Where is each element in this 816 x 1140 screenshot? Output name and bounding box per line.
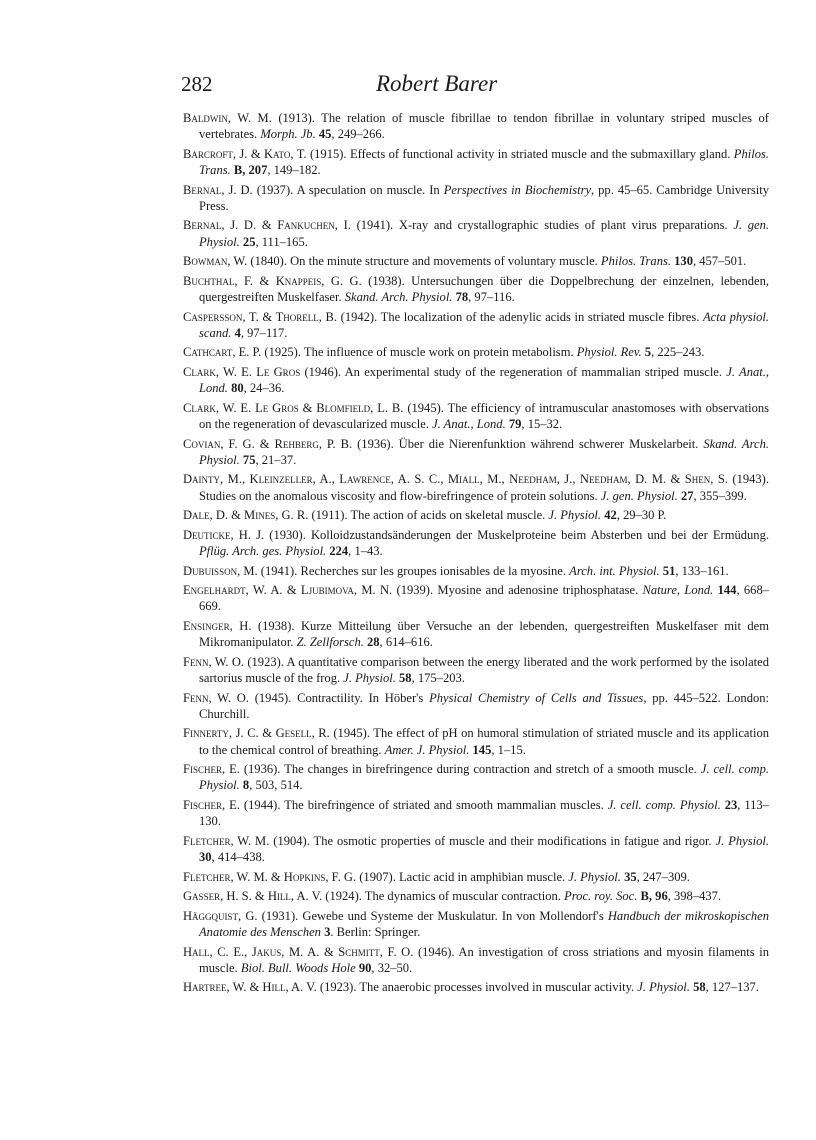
- reference-authors: Fenn, W. O.: [183, 654, 245, 669]
- reference-text: (1911). The action of acids on skeletal muscle.: [308, 508, 549, 523]
- reference-entry: [183, 110, 769, 142]
- reference-authors: Clark, W. E. Le Gros: [183, 364, 301, 379]
- reference-text: (1945). The effect of pH on humoral stimulation of striated muscle and its application to the chemical control of breathing.: [199, 726, 769, 757]
- reference-volume: 75: [242, 452, 256, 467]
- reference-pages: , 355–399.: [693, 488, 747, 503]
- reference-journal: Pflüg. Arch. ges. Physiol.: [199, 543, 327, 558]
- reference-text: (1840). On the minute structure and movements of voluntary muscle.: [247, 254, 601, 269]
- reference-text: (1907). Lactic acid in amphibian muscle.: [356, 869, 569, 884]
- reference-entry: [183, 761, 769, 793]
- reference-authors: Cathcart, E. P.: [183, 345, 262, 360]
- reference-journal: J. cell. comp. Physiol.: [199, 762, 769, 793]
- reference-volume: 27: [680, 488, 694, 503]
- reference-text: (1944). The birefringence of striated and smooth mammalian muscles.: [239, 797, 608, 812]
- reference-journal: J. Physiol.: [715, 833, 769, 848]
- reference-entry: [183, 869, 769, 885]
- reference-entry: [183, 690, 769, 722]
- reference-entry: [183, 563, 769, 579]
- reference-text: (1946). An investigation of cross striations and myosin filaments in muscle.: [199, 944, 769, 975]
- reference-pages: , 113–130.: [199, 797, 769, 829]
- reference-journal: Handbuch der mikroskopischen Anatomie des Menschen: [199, 908, 769, 939]
- reference-entry: [183, 217, 769, 249]
- reference-text: (1936). Über die Nierenfunktion während schwerer Muskelarbeit.: [352, 436, 704, 451]
- reference-volume: 58: [693, 980, 706, 995]
- reference-pages: , 175–203.: [411, 670, 465, 685]
- reference-authors: Bernal, J. D. & Fankuchen, I.: [183, 218, 351, 233]
- reference-volume: 42: [604, 508, 617, 523]
- reference-pages: , 1–15.: [491, 742, 526, 757]
- reference-journal: Morph. Jb.: [260, 127, 316, 142]
- reference-text: (1939). Myosine and adenosine triphosphatase.: [392, 583, 643, 598]
- reference-entry: [183, 979, 769, 995]
- reference-authors: Engelhardt, W. A. & Ljubimova, M. N.: [183, 583, 393, 598]
- reference-entry: [183, 833, 769, 865]
- reference-journal: J. Physiol.: [637, 980, 690, 995]
- reference-volume: 35: [624, 869, 637, 884]
- reference-text: (1941). X-ray and crystallographic studies of plant virus preparations.: [350, 218, 734, 233]
- reference-pages: , 111–165.: [255, 234, 308, 249]
- reference-volume: 130: [674, 254, 693, 269]
- reference-entry: [183, 400, 769, 432]
- reference-pages: . Berlin: Springer.: [330, 924, 421, 939]
- reference-journal: Proc. roy. Soc.: [564, 889, 638, 904]
- reference-text: (1931). Gewebe und Systeme der Muskulatur. In von Mollendorf's: [257, 908, 608, 923]
- reference-entry: [183, 797, 769, 829]
- reference-authors: Fenn, W. O.: [183, 690, 249, 705]
- reference-volume: 8: [242, 778, 250, 793]
- reference-authors: Dainty, M., Kleinzeller, A., Lawrence, A. S. C., Miall, M., Needham, J., Needham, D. M. & Shen, S.: [183, 472, 728, 487]
- reference-entry: [183, 944, 769, 976]
- reference-journal: Physical Chemistry of Cells and Tissues: [429, 690, 644, 705]
- reference-entry: [183, 344, 769, 360]
- reference-authors: Hartree, W. & Hill, A. V.: [183, 980, 317, 995]
- reference-journal: Acta physiol. scand.: [199, 309, 769, 340]
- reference-volume: 51: [662, 563, 676, 578]
- page-number: 282: [181, 72, 213, 96]
- reference-volume: 90: [358, 960, 372, 975]
- reference-volume: 5: [644, 345, 652, 360]
- reference-volume: B, 96: [640, 889, 668, 904]
- reference-journal: J. Physiol.: [548, 508, 602, 523]
- reference-authors: Bernal, J. D.: [183, 182, 253, 197]
- running-head: Robert Barer: [376, 71, 498, 96]
- reference-volume: 28: [367, 635, 380, 650]
- reference-pages: , 614–616.: [379, 635, 433, 650]
- reference-text: (1943). Studies on the anomalous viscosity and flow-birefringence of protein solutions.: [199, 472, 769, 503]
- reference-volume: B, 207: [233, 163, 268, 177]
- reference-authors: Finnerty, J. C. & Gesell, R.: [183, 726, 330, 741]
- reference-authors: Covian, F. G. & Rehberg, P. B.: [183, 436, 353, 451]
- reference-volume: 3: [324, 924, 331, 939]
- reference-authors: Caspersson, T. & Thorell, B.: [183, 309, 338, 324]
- reference-entry: [183, 582, 769, 614]
- reference-authors: Clark, W. E. Le Gros & Blomfield, L. B.: [183, 400, 404, 415]
- reference-text: (1946). An experimental study of the regeneration of mammalian striped muscle.: [300, 364, 727, 379]
- reference-entry: [183, 527, 769, 559]
- reference-volume: 80: [231, 381, 244, 396]
- reference-entry: [183, 654, 769, 686]
- reference-text: (1945). Contractility. In Höber's: [248, 690, 430, 705]
- reference-authors: Fischer, E.: [183, 797, 240, 812]
- reference-authors: Häggquist, G.: [183, 908, 258, 923]
- reference-pages: , 15–32.: [521, 416, 563, 431]
- reference-text: (1923). The anaerobic processes involved in muscular activity.: [316, 980, 638, 995]
- reference-journal: J. gen. Physiol.: [199, 218, 769, 249]
- reference-pages: , 503, 514.: [249, 778, 303, 793]
- reference-volume: 25: [242, 234, 256, 249]
- reference-text: (1913). The relation of muscle fibrillae to tendon fibrillae in voluntary striped muscles of vertebrates.: [199, 111, 769, 142]
- reference-journal: Perspectives in Biochemistry: [443, 182, 592, 197]
- reference-text: (1904). The osmotic properties of muscle and their modifications in fatigue and rigor.: [269, 833, 716, 848]
- reference-pages: , 398–437.: [667, 889, 722, 904]
- reference-entry: [183, 182, 769, 214]
- reference-entry: [183, 273, 769, 305]
- reference-authors: Ensinger, H.: [183, 618, 252, 633]
- reference-volume: 23: [724, 797, 738, 812]
- reference-authors: Buchthal, F. & Knappeis, G. G.: [183, 273, 362, 288]
- reference-journal: J. cell. comp. Physiol.: [607, 797, 721, 812]
- reference-pages: , 24–36.: [243, 381, 285, 396]
- reference-journal: J. Anat., Lond.: [432, 416, 506, 431]
- reference-authors: Fletcher, W. M. & Hopkins, F. G.: [183, 869, 357, 884]
- reference-entry: [183, 471, 769, 503]
- reference-pages: , 149–182.: [267, 163, 321, 177]
- reference-journal: Biol. Bull. Woods Hole: [240, 960, 356, 975]
- reference-entry: [183, 146, 769, 178]
- reference-volume: 224: [329, 543, 349, 558]
- reference-volume: 30: [199, 849, 212, 864]
- reference-text: (1945). The efficiency of intramuscular anastomoses with observations on the regeneration of devascularized muscle.: [199, 400, 769, 431]
- reference-text: (1941). Recherches sur les groupes ionisables de la myosine.: [257, 563, 570, 578]
- reference-pages: , 414–438.: [211, 849, 265, 864]
- reference-journal: J. gen. Physiol.: [600, 488, 678, 503]
- reference-entry: [183, 364, 769, 396]
- reference-text: (1915). Effects of functional activity in striated muscle and the submaxillary gland.: [306, 146, 734, 161]
- reference-journal: Skand. Arch. Physiol.: [199, 436, 769, 467]
- reference-authors: Gasser, H. S. & Hill, A. V.: [183, 889, 323, 904]
- reference-pages: , 1–43.: [348, 543, 383, 558]
- reference-volume: 4: [234, 325, 241, 340]
- reference-journal: Amer. J. Physiol.: [384, 742, 470, 757]
- reference-journal: Philos. Trans.: [199, 146, 769, 177]
- reference-journal: Z. Zellforsch.: [296, 635, 364, 650]
- reference-text: (1938). Untersuchungen über die Doppelbrechung der einzelnen, lebenden, quergestreiften Muskelfaser.: [199, 273, 769, 304]
- reference-volume: 45: [318, 127, 332, 142]
- reference-pages: , 32–50.: [371, 960, 413, 975]
- reference-authors: Baldwin, W. M.: [183, 111, 272, 125]
- reference-volume: 79: [508, 416, 522, 431]
- page-header: [181, 72, 771, 108]
- reference-volume: 58: [399, 670, 412, 685]
- reference-journal: Philos. Trans.: [600, 254, 671, 269]
- reference-pages: , 133–161.: [675, 563, 729, 578]
- reference-entry: [183, 908, 769, 940]
- reference-pages: , 21–37.: [255, 452, 297, 467]
- reference-text: (1936). The changes in birefringence during contraction and stretch of a smooth muscle.: [239, 762, 701, 777]
- reference-authors: Bowman, W.: [183, 254, 248, 269]
- reference-volume: 144: [717, 583, 737, 598]
- reference-authors: Dale, D. & Mines, G. R.: [183, 508, 309, 523]
- reference-text: (1930). Kolloidzustandsänderungen der Muskelproteine beim Absterben und bei der Ermüdung.: [264, 527, 769, 542]
- reference-authors: Deuticke, H. J.: [183, 527, 265, 542]
- reference-authors: Hall, C. E., Jakus, M. A. & Schmitt, F. O.: [183, 944, 414, 959]
- reference-journal: Arch. int. Physiol.: [569, 563, 660, 578]
- reference-volume: 78: [455, 289, 469, 304]
- reference-pages: , 97–116.: [468, 289, 515, 304]
- reference-pages: , 29–30 P.: [616, 508, 667, 523]
- reference-authors: Fischer, E.: [183, 762, 240, 777]
- reference-pages: , pp. 445–522. London: Churchill.: [199, 690, 769, 721]
- reference-entry: [183, 507, 769, 523]
- reference-journal: Physiol. Rev.: [576, 345, 642, 360]
- reference-journal: Nature, Lond.: [642, 583, 714, 598]
- reference-journal: J. Anat., Lond.: [199, 364, 769, 396]
- reference-pages: , pp. 45–65. Cambridge University Press.: [199, 182, 770, 213]
- reference-text: (1938). Kurze Mitteilung über Versuche an der lebenden, quergestreiften Muskelfaser mit dem Mikromanipulator.: [199, 618, 769, 650]
- reference-authors: Fletcher, W. M.: [183, 833, 270, 848]
- reference-entry: [183, 618, 769, 650]
- reference-journal: Skand. Arch. Physiol.: [344, 289, 453, 304]
- reference-volume: 145: [472, 742, 492, 757]
- reference-journal: J. Physiol.: [568, 869, 621, 884]
- reference-pages: , 457–501.: [692, 254, 747, 269]
- reference-text: (1937). A speculation on muscle. In: [252, 182, 444, 197]
- reference-entry: [183, 253, 769, 269]
- reference-entry: [183, 309, 769, 341]
- reference-text: (1925). The influence of muscle work on protein metabolism.: [261, 345, 577, 360]
- reference-text: (1924). The dynamics of muscular contraction.: [322, 889, 565, 904]
- reference-pages: , 127–137.: [705, 980, 759, 995]
- reference-entry: [183, 725, 769, 757]
- reference-entry: [183, 436, 769, 468]
- reference-authors: Barcroft, J. & Kato, T.: [183, 146, 307, 161]
- reference-pages: , 247–309.: [636, 869, 690, 884]
- reference-list: [183, 110, 769, 999]
- reference-journal: J. Physiol.: [343, 670, 396, 685]
- reference-text: (1923). A quantitative comparison between the energy liberated and the work performed by the isolated sartorius muscle of the frog.: [199, 654, 769, 685]
- reference-pages: , 249–266.: [331, 127, 385, 142]
- reference-pages: , 668–669.: [199, 583, 770, 614]
- reference-pages: , 97–117.: [240, 325, 288, 340]
- reference-entry: [183, 888, 769, 904]
- reference-text: (1942). The localization of the adenylic acids in striated muscle fibres.: [337, 309, 703, 324]
- reference-pages: , 225–243.: [651, 345, 705, 360]
- reference-authors: Dubuisson, M.: [183, 563, 258, 578]
